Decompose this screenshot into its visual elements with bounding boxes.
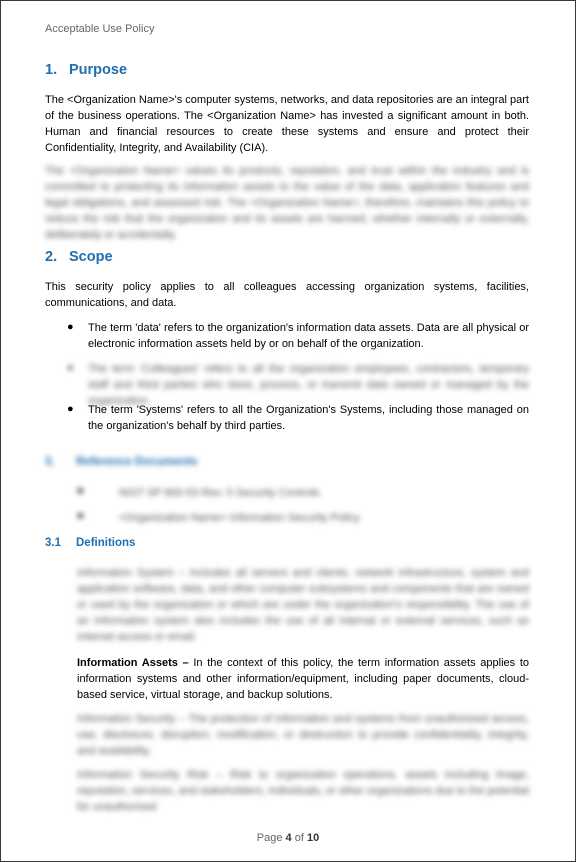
- section-title: Reference Documents: [76, 456, 198, 468]
- section-definitions-heading: [45, 537, 135, 549]
- definition-information-security: Information Security – The protection of information and systems from unauthorized access, use, disclosure, disruption, modification, or destruction to provide confidentiality, integrity, and availability.: [77, 713, 529, 757]
- definition-security-risk: Information Security Risk – Risk to organization operations, assets including image, reputation, services, and stakeholders, individuals, or other organizations due to the potential for unauthorized: [77, 769, 529, 813]
- purpose-paragraph-2: The <Organization Name> values its products, reputation, and trust within the industry and is committed to protecting its information assets to the value of the data, application features and legal obligations, and assessed risk. The <Organization Name>, therefore, maintains this policy to reduce the risk that the organization and its assets are harmed, whether internally or externally, deliberately or accidentally.: [45, 165, 529, 241]
- section-scope-heading: [45, 249, 113, 265]
- section-title: Definitions: [76, 537, 136, 549]
- section-title: Scope: [69, 249, 113, 265]
- page-current: 4: [285, 832, 292, 844]
- bullet-dot: ●: [67, 403, 74, 415]
- section-purpose-heading: [45, 62, 127, 78]
- bullet-dot: ●: [67, 321, 74, 333]
- page-of: of: [291, 832, 307, 844]
- bullet-dot: ■: [77, 510, 84, 522]
- definition-information-system: Information System – Includes all servers and clients, network infrastructure, system and application software, data, and other computer subsystems and components that are owned or used by the organization or which are under the organization's responsibility. The use of an information system also includes the use of all internal or external services, such as Internet access or email.: [77, 567, 529, 643]
- section-title: Purpose: [69, 62, 128, 78]
- scope-bullet-data: The term 'data' refers to the organization's information data assets. Data are all physical or electronic information assets held by or on behalf of the organization.: [88, 322, 529, 350]
- section-number: 2.: [45, 249, 58, 265]
- page-total: 10: [306, 832, 320, 844]
- scope-intro: This security policy applies to all colleagues accessing organization systems, facilities, communications, and data.: [45, 281, 529, 309]
- section-number: 3.: [45, 456, 55, 468]
- scope-bullet-colleagues: The term 'Colleagues' refers to all the organization employees, contractors, temporary staff and third parties who store, process, or transmit data owned or managed by the organization.: [88, 363, 529, 407]
- reference-item: NIST SP 800-53 Rev. 5 Security Controls: [119, 487, 320, 499]
- section-number: 3.1: [45, 537, 61, 549]
- definition-term: Information Assets –: [77, 657, 194, 669]
- purpose-paragraph-1: The <Organization Name>'s computer systems, networks, and data repositories are an integral part of the business operations. The <Organization Name> has invested a significant amount in both. Human and financial resources to create these systems and ensure and protect their Confidentiality, Integrity, and Availability (CIA).: [45, 94, 529, 154]
- page-footer: [1, 832, 575, 844]
- reference-item: <Organization Name> Information Security Policy: [119, 512, 360, 524]
- page-prefix: Page: [256, 832, 286, 844]
- section-number: 1.: [45, 62, 58, 78]
- running-header: Acceptable Use Policy: [45, 23, 155, 35]
- definition-information-assets: [77, 655, 529, 703]
- bullet-dot: ●: [67, 362, 74, 374]
- section-references-heading: [45, 456, 197, 468]
- bullet-dot: ■: [77, 485, 84, 497]
- definition-text: In the context of this policy, the term information assets applies to information systems and other information/equipment, including paper documents, cloud-based service, virtual storage, and backup solutions.: [77, 657, 530, 701]
- scope-bullet-systems: The term 'Systems' refers to all the Organization's Systems, including those managed on the organization's behalf by third parties.: [88, 404, 529, 432]
